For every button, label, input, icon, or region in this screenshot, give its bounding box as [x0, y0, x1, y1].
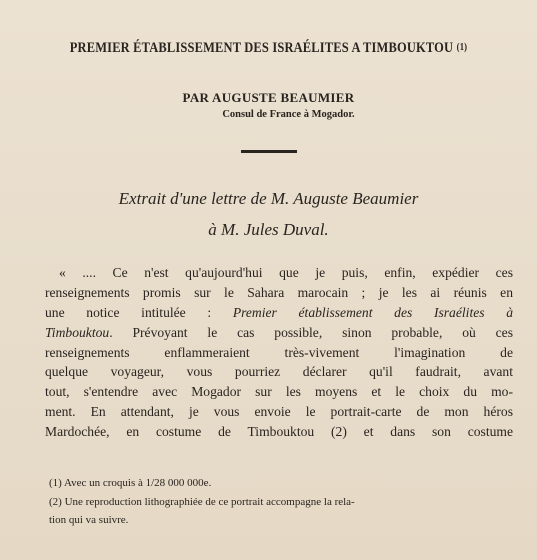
body-text-segment: Mardochée, en costume de Timbouktou (2) et dans son costume: [45, 424, 513, 440]
extract-heading-line-1: Extrait d'une lettre de M. Auguste Beaumier: [118, 189, 419, 208]
footnote-2-line-2: tion qui va suivre.: [49, 514, 129, 526]
author-byline: PAR AUGUSTE BEAUMIER: [182, 90, 355, 105]
body-text-segment: renseignements promis sur le Sahara marocain ; je les ai réunis en: [45, 284, 513, 300]
author-role: Consul de France à Mogador.: [222, 109, 355, 120]
body-line: [45, 402, 513, 422]
body-text-segment: « .... Ce n'est qu'aujourd'hui que je puis, enfin, expédier ces: [59, 265, 513, 280]
body-line: [45, 323, 513, 343]
body-line: [45, 303, 513, 323]
body-line: [45, 422, 513, 442]
body-line: [45, 382, 513, 402]
body-line: [45, 343, 513, 363]
letter-body: [45, 263, 513, 442]
article-title: [38, 40, 500, 57]
body-text-segment: quelque voyageur, vous pourriez déclarer qu'il faudrait, avant: [45, 364, 513, 380]
section-divider: [241, 150, 297, 153]
footnote-2-line-1: (2) Une reproduction lithographiée de ce portrait accompagne la rela-: [49, 495, 355, 508]
body-text-segment: . Prévoyant le cas possible, sinon probable, où ces: [109, 324, 513, 340]
body-line: [45, 283, 513, 303]
body-line: [45, 263, 513, 283]
body-text-segment: ment. En attendant, je vous envoie le portrait-carte de mon héros: [45, 404, 513, 420]
body-text-segment: renseignements enflammeraient très-vivement l'imagination de: [45, 344, 513, 360]
extract-heading-line-2: à M. Jules Duval.: [208, 220, 329, 239]
footnote-1: (1) Avec un croquis à 1/28 000 000e.: [49, 477, 212, 489]
body-line: [45, 362, 513, 382]
body-italic-title: Premier établissement des Israélites à: [232, 304, 513, 320]
body-text-segment: une notice intitulée :: [45, 304, 233, 320]
title-footnote-ref: (1): [456, 42, 468, 53]
footnotes: [49, 474, 519, 530]
article-title-text: PREMIER ÉTABLISSEMENT DES ISRAÉLITES A TIMBOUKTOU: [69, 40, 454, 56]
body-italic-title: Timbouktou: [45, 324, 110, 340]
body-text-segment: tout, s'entendre avec Mogador sur les moyens et le choix du mo-: [45, 384, 513, 400]
